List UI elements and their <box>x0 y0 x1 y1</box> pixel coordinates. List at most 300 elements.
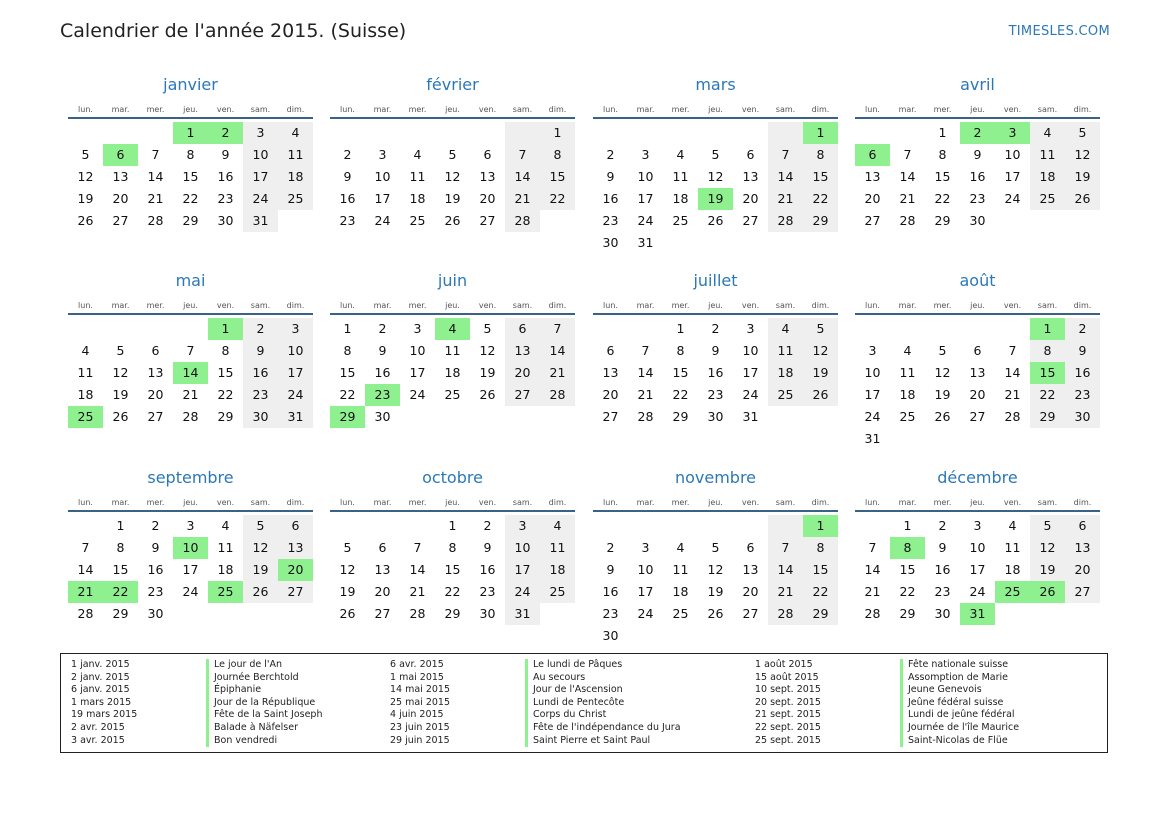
day-cell: 30 <box>934 606 951 621</box>
day-cell: 30 <box>969 213 986 228</box>
weekday-label: dim. <box>1073 105 1092 114</box>
empty-cell <box>925 428 960 450</box>
day-cell: 16 <box>602 191 619 206</box>
day-cell: 6 <box>1065 515 1100 537</box>
day-cell: 25 <box>278 188 313 210</box>
day-cell: 15 <box>1030 362 1065 384</box>
empty-cell <box>470 406 505 428</box>
day-cell: 25 <box>208 581 243 603</box>
weekday-label: mer. <box>671 301 690 310</box>
empty-cell <box>890 122 925 144</box>
weekday-header <box>855 294 1100 310</box>
day-cell: 5 <box>938 343 947 358</box>
legend-holiday-name: Lundi de jeûne fédéral <box>908 709 1015 721</box>
day-cell: 1 <box>116 518 125 533</box>
weekday-label: lun. <box>603 301 618 310</box>
empty-cell <box>995 318 1030 340</box>
weekday-label: sam. <box>250 498 271 507</box>
weekday-label: lun. <box>340 498 355 507</box>
day-cell: 14 <box>768 559 803 581</box>
day-cell: 22 <box>444 584 461 599</box>
day-cell: 17 <box>182 562 199 577</box>
day-cell: 29 <box>444 606 461 621</box>
day-cell: 10 <box>742 343 759 358</box>
day-cell: 1 <box>803 515 838 537</box>
weekday-label: ven. <box>478 498 497 507</box>
empty-cell <box>540 603 575 625</box>
weekday-label: sam. <box>775 105 796 114</box>
legend-date: 25 mai 2015 <box>390 696 451 708</box>
empty-cell <box>663 122 698 144</box>
empty-cell <box>768 515 803 537</box>
day-cell: 28 <box>147 213 164 228</box>
day-cell: 8 <box>890 537 925 559</box>
day-cell: 5 <box>448 147 457 162</box>
day-cell: 18 <box>899 387 916 402</box>
day-cell: 21 <box>505 188 540 210</box>
legend-holiday-name: Fête de l'indépendance du Jura <box>533 721 681 733</box>
empty-cell <box>628 122 663 144</box>
day-cell: 5 <box>243 515 278 537</box>
weekday-label: ven. <box>1003 105 1022 114</box>
empty-cell <box>803 232 838 254</box>
day-cell: 22 <box>103 581 138 603</box>
day-cell: 24 <box>637 213 654 228</box>
weekday-label: dim. <box>811 105 830 114</box>
day-cell: 25 <box>672 606 689 621</box>
day-cell: 23 <box>969 191 986 206</box>
day-cell: 25 <box>444 387 461 402</box>
day-cell: 17 <box>374 191 391 206</box>
legend-date: 1 mars 2015 <box>71 696 132 708</box>
day-cell: 5 <box>711 540 720 555</box>
legend-date: 15 août 2015 <box>755 671 819 683</box>
empty-cell <box>733 122 768 144</box>
weekday-header <box>593 98 838 114</box>
weekday-label: lun. <box>865 105 880 114</box>
day-cell: 26 <box>934 409 951 424</box>
day-cell: 19 <box>698 188 733 210</box>
day-cell: 7 <box>186 343 195 358</box>
day-cell: 26 <box>707 606 724 621</box>
day-cell: 25 <box>68 406 103 428</box>
empty-cell <box>68 515 103 537</box>
day-grid <box>68 318 313 428</box>
day-cell: 30 <box>243 406 278 428</box>
empty-cell <box>173 603 208 625</box>
day-cell: 12 <box>77 169 94 184</box>
legend-holiday-name: Journée Berchtold <box>214 671 299 683</box>
day-cell: 26 <box>707 213 724 228</box>
day-cell: 21 <box>409 584 426 599</box>
day-cell: 21 <box>182 387 199 402</box>
weekday-label: lun. <box>78 301 93 310</box>
day-cell: 26 <box>803 384 838 406</box>
empty-cell <box>1065 210 1100 232</box>
weekday-label: dim. <box>548 301 567 310</box>
weekday-label: mar. <box>898 498 917 507</box>
day-cell: 3 <box>973 518 982 533</box>
weekday-label: mar. <box>898 105 917 114</box>
day-cell: 21 <box>637 387 654 402</box>
empty-cell <box>663 232 698 254</box>
day-cell: 9 <box>973 147 982 162</box>
day-cell: 6 <box>505 318 540 340</box>
day-cell: 4 <box>540 515 575 537</box>
day-cell: 17 <box>742 365 759 380</box>
day-cell: 14 <box>505 166 540 188</box>
day-cell: 13 <box>112 169 129 184</box>
day-cell: 18 <box>444 365 461 380</box>
day-cell: 13 <box>505 340 540 362</box>
day-cell: 8 <box>803 537 838 559</box>
day-cell: 13 <box>278 537 313 559</box>
day-cell: 23 <box>602 606 619 621</box>
weekday-label: sam. <box>512 105 533 114</box>
empty-cell <box>698 625 733 647</box>
header-divider <box>68 117 313 119</box>
empty-cell <box>365 515 400 537</box>
empty-cell <box>68 122 103 144</box>
legend-holiday-name: Jeûne fédéral suisse <box>908 696 1004 708</box>
header-divider <box>330 510 575 512</box>
weekday-label: ven. <box>741 498 760 507</box>
day-cell: 31 <box>505 603 540 625</box>
weekday-label: sam. <box>250 301 271 310</box>
legend-holiday-name: Fête de la Saint Joseph <box>214 709 323 721</box>
legend-date: 2 avr. 2015 <box>71 721 125 733</box>
day-cell: 7 <box>151 147 160 162</box>
day-cell: 8 <box>1030 340 1065 362</box>
day-cell: 5 <box>81 147 90 162</box>
day-cell: 27 <box>479 213 496 228</box>
day-cell: 29 <box>803 210 838 232</box>
day-cell: 20 <box>1065 559 1100 581</box>
day-cell: 5 <box>483 321 492 336</box>
legend-holiday-name: Bon vendredi <box>214 734 278 746</box>
day-cell: 24 <box>505 581 540 603</box>
brand-link[interactable]: TIMESLES.COM <box>1008 24 1110 39</box>
day-cell: 27 <box>147 409 164 424</box>
day-cell: 8 <box>116 540 125 555</box>
empty-cell <box>1065 603 1100 625</box>
day-cell: 20 <box>479 191 496 206</box>
day-cell: 15 <box>540 166 575 188</box>
day-cell: 17 <box>1004 169 1021 184</box>
weekday-label: dim. <box>548 105 567 114</box>
day-cell: 3 <box>641 540 650 555</box>
weekday-label: mar. <box>111 498 130 507</box>
day-grid <box>855 515 1100 625</box>
day-cell: 10 <box>278 340 313 362</box>
day-cell: 23 <box>1065 384 1100 406</box>
day-cell: 14 <box>768 166 803 188</box>
day-cell: 29 <box>217 409 234 424</box>
day-cell: 21 <box>1004 387 1021 402</box>
day-cell: 1 <box>938 125 947 140</box>
day-cell: 9 <box>938 540 947 555</box>
day-grid <box>593 515 838 647</box>
empty-cell <box>138 318 173 340</box>
day-cell: 13 <box>479 169 496 184</box>
day-cell: 11 <box>217 540 234 555</box>
day-cell: 11 <box>899 365 916 380</box>
weekday-label: sam. <box>775 301 796 310</box>
day-cell: 16 <box>1065 362 1100 384</box>
day-grid <box>593 122 838 254</box>
day-cell: 31 <box>278 406 313 428</box>
day-cell: 16 <box>339 191 356 206</box>
day-cell: 27 <box>969 409 986 424</box>
day-cell: 27 <box>602 409 619 424</box>
day-cell: 13 <box>147 365 164 380</box>
empty-cell <box>768 122 803 144</box>
empty-cell <box>855 122 890 144</box>
day-cell: 28 <box>864 606 881 621</box>
month-name: avril <box>960 75 995 94</box>
day-cell: 13 <box>742 169 759 184</box>
legend-date-column <box>755 659 821 747</box>
day-cell: 12 <box>1030 537 1065 559</box>
day-cell: 1 <box>173 122 208 144</box>
header-divider <box>68 313 313 315</box>
day-cell: 9 <box>483 540 492 555</box>
weekday-header <box>593 491 838 507</box>
day-cell: 10 <box>969 540 986 555</box>
day-cell: 11 <box>77 365 94 380</box>
day-cell: 11 <box>444 343 461 358</box>
weekday-label: dim. <box>286 301 305 310</box>
day-cell: 24 <box>637 606 654 621</box>
weekday-label: ven. <box>478 105 497 114</box>
day-cell: 18 <box>1030 166 1065 188</box>
weekday-label: dim. <box>1073 301 1092 310</box>
legend-holiday-name: Saint Pierre et Saint Paul <box>533 734 651 746</box>
day-cell: 19 <box>112 387 129 402</box>
legend-date: 1 mai 2015 <box>390 671 444 683</box>
day-cell: 22 <box>540 188 575 210</box>
month-name: octobre <box>422 468 483 487</box>
month-name: janvier <box>163 75 218 94</box>
day-cell: 20 <box>864 191 881 206</box>
day-cell: 17 <box>864 387 881 402</box>
day-cell: 28 <box>637 409 654 424</box>
day-cell: 19 <box>479 365 496 380</box>
empty-cell <box>803 406 838 428</box>
day-cell: 5 <box>711 147 720 162</box>
weekday-label: sam. <box>1037 498 1058 507</box>
empty-cell <box>400 122 435 144</box>
day-cell: 23 <box>243 384 278 406</box>
day-cell: 25 <box>1030 188 1065 210</box>
day-cell: 14 <box>409 562 426 577</box>
month-name: novembre <box>674 468 757 487</box>
day-cell: 27 <box>374 606 391 621</box>
day-cell: 6 <box>746 540 755 555</box>
weekday-label: ven. <box>478 301 497 310</box>
day-cell: 6 <box>746 147 755 162</box>
day-grid <box>593 318 838 428</box>
day-cell: 30 <box>374 409 391 424</box>
weekday-header <box>330 98 575 114</box>
empty-cell <box>890 428 925 450</box>
legend-date: 10 sept. 2015 <box>755 684 821 696</box>
legend-holiday-name: Le jour de l'An <box>214 659 283 670</box>
day-cell: 15 <box>339 365 356 380</box>
empty-cell <box>68 318 103 340</box>
day-cell: 2 <box>208 122 243 144</box>
weekday-label: mar. <box>373 105 392 114</box>
month-block <box>68 72 313 232</box>
empty-cell <box>593 515 628 537</box>
day-cell: 15 <box>112 562 129 577</box>
month-block <box>330 465 575 625</box>
empty-cell <box>435 122 470 144</box>
legend-holiday-name: Lundi de Pentecôte <box>533 696 625 708</box>
day-cell: 22 <box>803 581 838 603</box>
day-cell: 16 <box>479 562 496 577</box>
day-cell: 3 <box>505 515 540 537</box>
day-cell: 24 <box>374 213 391 228</box>
day-cell: 31 <box>960 603 995 625</box>
weekday-label: mer. <box>671 498 690 507</box>
day-cell: 20 <box>505 362 540 384</box>
day-cell: 11 <box>672 562 689 577</box>
day-cell: 9 <box>151 540 160 555</box>
day-cell: 2 <box>606 540 615 555</box>
day-cell: 5 <box>343 540 352 555</box>
weekday-label: dim. <box>286 105 305 114</box>
day-cell: 24 <box>1004 191 1021 206</box>
month-block <box>330 72 575 232</box>
day-cell: 15 <box>672 365 689 380</box>
day-cell: 17 <box>969 562 986 577</box>
weekday-label: lun. <box>603 498 618 507</box>
weekday-label: lun. <box>340 301 355 310</box>
empty-cell <box>628 318 663 340</box>
day-cell: 12 <box>112 365 129 380</box>
empty-cell <box>628 515 663 537</box>
empty-cell <box>698 122 733 144</box>
day-cell: 3 <box>186 518 195 533</box>
weekday-label: jeu. <box>970 105 985 114</box>
weekday-label: sam. <box>1037 301 1058 310</box>
day-cell: 28 <box>409 606 426 621</box>
day-grid <box>330 122 575 232</box>
day-cell: 30 <box>217 213 234 228</box>
legend-date: 19 mars 2015 <box>71 709 138 721</box>
day-cell: 15 <box>803 559 838 581</box>
day-cell: 12 <box>243 537 278 559</box>
day-cell: 3 <box>641 147 650 162</box>
header-divider <box>593 510 838 512</box>
day-cell: 16 <box>147 562 164 577</box>
day-cell: 27 <box>112 213 129 228</box>
day-cell: 29 <box>1030 406 1065 428</box>
weekday-label: lun. <box>603 105 618 114</box>
weekday-label: jeu. <box>970 301 985 310</box>
day-cell: 13 <box>374 562 391 577</box>
day-cell: 1 <box>803 122 838 144</box>
day-cell: 28 <box>540 384 575 406</box>
day-cell: 17 <box>637 191 654 206</box>
weekday-label: ven. <box>216 498 235 507</box>
day-cell: 14 <box>147 169 164 184</box>
empty-cell <box>505 122 540 144</box>
weekday-label: dim. <box>1073 498 1092 507</box>
day-cell: 4 <box>413 147 422 162</box>
empty-cell <box>855 318 890 340</box>
weekday-label: mar. <box>373 301 392 310</box>
month-block <box>855 268 1100 450</box>
legend-holiday-name: Au secours <box>533 671 586 683</box>
day-cell: 13 <box>602 365 619 380</box>
day-cell: 1 <box>540 122 575 144</box>
day-cell: 25 <box>409 213 426 228</box>
day-cell: 8 <box>676 343 685 358</box>
day-cell: 27 <box>864 213 881 228</box>
day-cell: 9 <box>378 343 387 358</box>
day-cell: 14 <box>899 169 916 184</box>
day-cell: 14 <box>540 340 575 362</box>
day-cell: 10 <box>409 343 426 358</box>
empty-cell <box>663 515 698 537</box>
day-cell: 7 <box>505 144 540 166</box>
day-cell: 29 <box>672 409 689 424</box>
day-cell: 19 <box>77 191 94 206</box>
day-cell: 15 <box>444 562 461 577</box>
day-cell: 26 <box>1030 581 1065 603</box>
empty-cell <box>278 210 313 232</box>
holiday-legend <box>60 653 1108 753</box>
day-cell: 11 <box>672 169 689 184</box>
month-name: septembre <box>147 468 234 487</box>
empty-cell <box>768 232 803 254</box>
day-cell: 10 <box>864 365 881 380</box>
day-cell: 22 <box>217 387 234 402</box>
empty-cell <box>733 625 768 647</box>
day-cell: 18 <box>672 191 689 206</box>
weekday-label: mar. <box>111 301 130 310</box>
day-cell: 11 <box>1030 144 1065 166</box>
legend-date: 25 sept. 2015 <box>755 734 821 746</box>
day-cell: 9 <box>606 169 615 184</box>
day-cell: 7 <box>641 343 650 358</box>
day-cell: 12 <box>707 169 724 184</box>
header-divider <box>593 117 838 119</box>
day-cell: 18 <box>672 584 689 599</box>
day-cell: 28 <box>768 210 803 232</box>
day-cell: 28 <box>899 213 916 228</box>
day-cell: 2 <box>378 321 387 336</box>
day-cell: 30 <box>707 409 724 424</box>
day-cell: 7 <box>540 318 575 340</box>
empty-cell <box>593 122 628 144</box>
day-cell: 3 <box>378 147 387 162</box>
header-divider <box>855 510 1100 512</box>
weekday-label: lun. <box>865 301 880 310</box>
day-cell: 3 <box>868 343 877 358</box>
day-cell: 19 <box>1030 559 1065 581</box>
month-block <box>68 465 313 625</box>
day-cell: 8 <box>938 147 947 162</box>
weekday-label: lun. <box>78 105 93 114</box>
day-cell: 1 <box>1030 318 1065 340</box>
month-block <box>593 465 838 647</box>
legend-name-column <box>900 659 1019 747</box>
day-cell: 22 <box>899 584 916 599</box>
weekday-label: mar. <box>373 498 392 507</box>
